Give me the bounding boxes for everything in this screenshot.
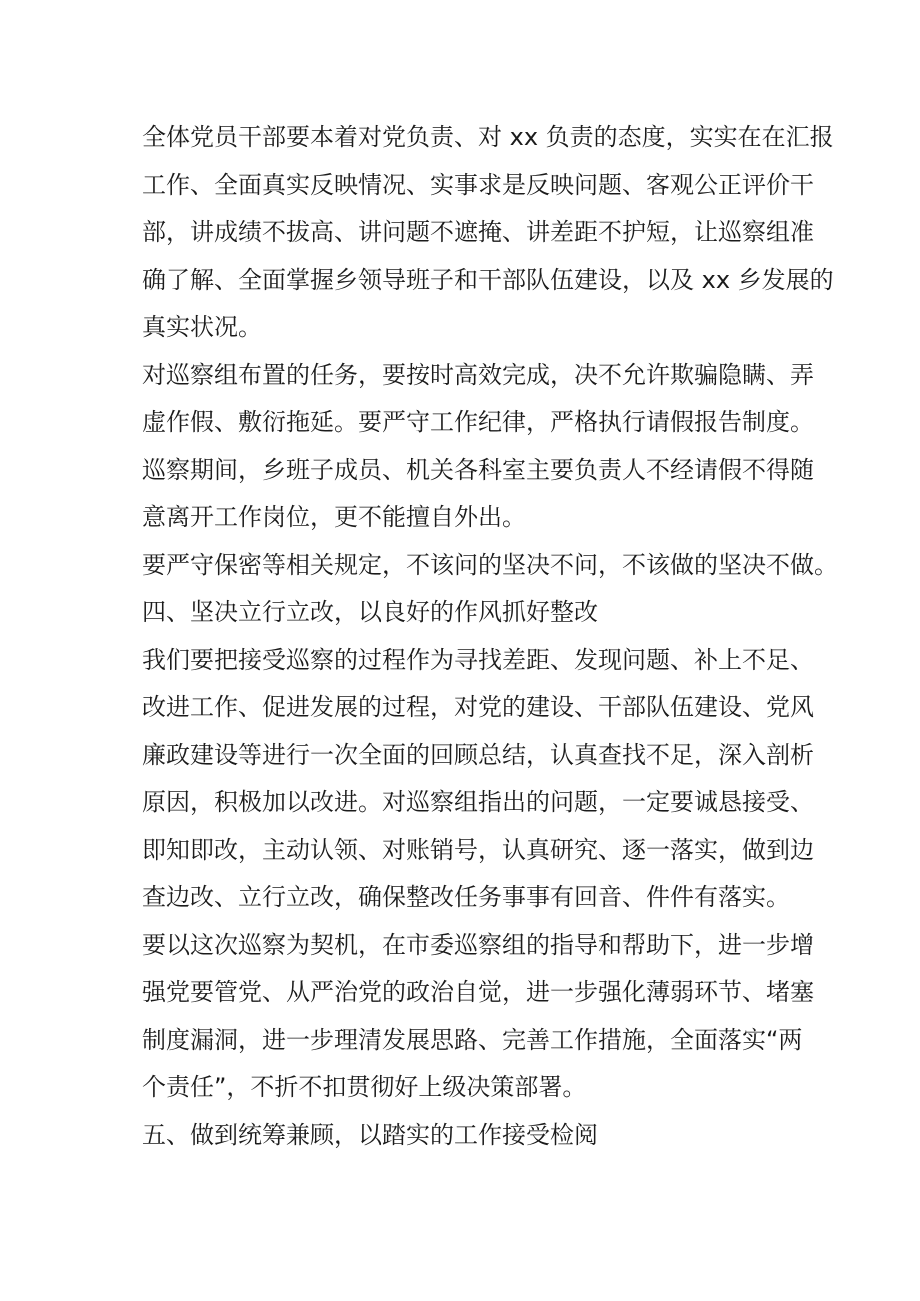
- paragraph-1-line-2: 工作、全面真实反映情况、实事求是反映问题、客观公正评价干: [142, 170, 814, 199]
- paragraph-5-line-5: 即知即改，主动认领、对账销号，认真研究、逐一落实，做到边: [142, 835, 814, 864]
- paragraph-2-line-2: 虚作假、敷衍拖延。要严守工作纪律，严格执行请假报告制度。: [142, 408, 814, 436]
- paragraph-6-line-1: 要以这次巡察为契机，在市委巡察组的指导和帮助下，进一步增: [142, 930, 814, 959]
- paragraph-2-line-4: 意离开工作岗位，更不能擅自外出。: [142, 503, 526, 531]
- paragraph-6-line-3: 制度漏洞，进一步理清发展思路、完善工作措施，全面落实“两: [142, 1025, 803, 1054]
- section-heading-5: 五、做到统筹兼顾，以踏实的工作接受检阅: [142, 1120, 598, 1149]
- paragraph-1-line-5: 真实状况。: [142, 313, 262, 341]
- paragraph-2-line-3: 巡察期间，乡班子成员、机关各科室主要负责人不经请假不得随: [142, 455, 814, 484]
- paragraph-1-line-4: 确了解、全面掌握乡领导班子和干部队伍建设，以及 xx 乡发展的: [142, 265, 834, 294]
- paragraph-5-line-6: 查边改、立行立改，确保整改任务事事有回音、件件有落实。: [142, 883, 790, 911]
- paragraph-2-line-1: 对巡察组布置的任务，要按时高效完成，决不允许欺骗隐瞒、弄: [142, 360, 814, 389]
- paragraph-5-line-3: 廉政建设等进行一次全面的回顾总结，认真查找不足，深入剖析: [142, 740, 814, 769]
- paragraph-6-line-4: 个责任”，不折不扣贯彻好上级决策部署。: [142, 1073, 587, 1101]
- paragraph-5-line-4: 原因，积极加以改进。对巡察组指出的问题，一定要诚恳接受、: [142, 788, 814, 816]
- paragraph-1-line-3: 部，讲成绩不拔高、讲问题不遮掩、讲差距不护短，让巡察组准: [142, 218, 814, 246]
- paragraph-5-line-1: 我们要把接受巡察的过程作为寻找差距、发现问题、补上不足、: [142, 645, 814, 674]
- document-body: [142, 114, 838, 1159]
- section-heading-4: 四、坚决立行立改，以良好的作风抓好整改: [142, 598, 598, 626]
- paragraph-1-line-1: 全体党员干部要本着对党负责、对 xx 负责的态度，实实在在汇报: [142, 123, 834, 151]
- paragraph-6-line-2: 强党要管党、从严治党的政治自觉，进一步强化薄弱环节、堵塞: [142, 978, 814, 1006]
- paragraph-3-line-1: 要严守保密等相关规定，不该问的坚决不问，不该做的坚决不做。: [142, 550, 838, 579]
- paragraph-5-line-2: 改进工作、促进发展的过程，对党的建设、干部队伍建设、党风: [142, 693, 814, 721]
